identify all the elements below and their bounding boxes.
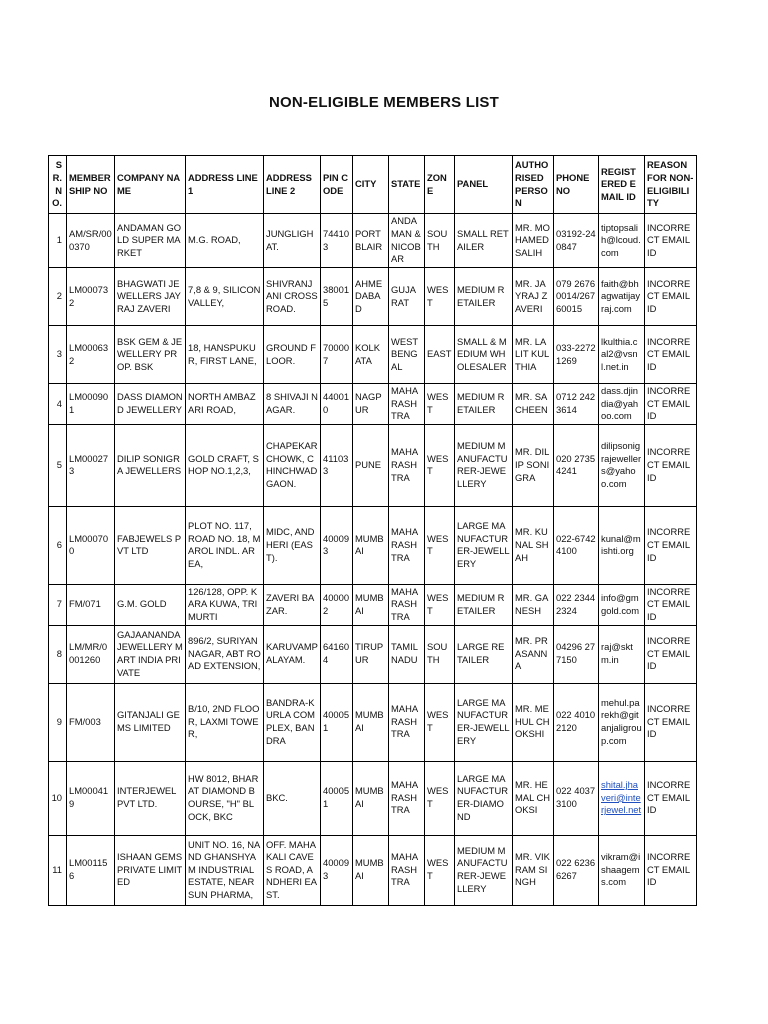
column-header-address-line-1: ADDRESS LINE 1 [186, 156, 264, 214]
cell-company-name: BSK GEM & JEWELLERY PROP. BSK [115, 326, 186, 384]
cell-state: MAHARASHTRA [389, 424, 425, 506]
cell-registered-email-id: lkulthia.cal2@vsnl.net.in [599, 326, 645, 384]
cell-company-name: DASS DIAMOND JEWELLERY [115, 384, 186, 425]
cell-address-line-1: 7,8 & 9, SILICON VALLEY, [186, 268, 264, 326]
cell-zone: WEST [425, 384, 455, 425]
column-header-membership-no: MEMBERSHIP NO [67, 156, 115, 214]
cell-zone: SOUTH [425, 214, 455, 268]
table-row [49, 214, 697, 268]
cell-address-line-1: 896/2, SURIYAN NAGAR, ABT ROAD EXTENSION, [186, 625, 264, 683]
cell-membership-no: LM/MR/0001260 [67, 625, 115, 683]
cell-authorised-person: MR. LALIT KULTHIA [513, 326, 554, 384]
table-row [49, 584, 697, 625]
cell-authorised-person: MR. GANESH [513, 584, 554, 625]
cell-membership-no: AM/SR/000370 [67, 214, 115, 268]
cell-phone-no: 033-22721269 [554, 326, 599, 384]
cell-zone: WEST [425, 835, 455, 905]
cell-pin-code: 400051 [321, 683, 353, 761]
cell-panel: LARGE MANUFACTURER-DIAMOND [455, 761, 513, 835]
cell-zone: WEST [425, 506, 455, 584]
cell-sr-no: 2 [49, 268, 67, 326]
cell-registered-email-id: raj@sktm.in [599, 625, 645, 683]
cell-pin-code: 400051 [321, 761, 353, 835]
cell-sr-no: 7 [49, 584, 67, 625]
cell-panel: LARGE MANUFACTURER-JEWELLERY [455, 506, 513, 584]
cell-reason-for-non-eligibility: INCORRECT EMAIL ID [645, 268, 697, 326]
cell-state: MAHARASHTRA [389, 506, 425, 584]
cell-membership-no: LM000273 [67, 424, 115, 506]
cell-zone: EAST [425, 326, 455, 384]
cell-city: MUMBAI [353, 761, 389, 835]
cell-company-name: DILIP SONIGRA JEWELLERS [115, 424, 186, 506]
cell-sr-no: 11 [49, 835, 67, 905]
cell-pin-code: 411033 [321, 424, 353, 506]
cell-company-name: GAJAANANDA JEWELLERY MART INDIA PRIVATE [115, 625, 186, 683]
cell-address-line-1: NORTH AMBAZARI ROAD, [186, 384, 264, 425]
cell-company-name: G.M. GOLD [115, 584, 186, 625]
cell-city: KOLKATA [353, 326, 389, 384]
cell-address-line-1: B/10, 2ND FLOOR, LAXMI TOWER, [186, 683, 264, 761]
cell-address-line-1: 126/128, OPP. KARA KUWA, TRIMURTI [186, 584, 264, 625]
column-header-reason-for-non-eligibility: REASON FOR NON-ELIGIBILITY [645, 156, 697, 214]
cell-reason-for-non-eligibility: INCORRECT EMAIL ID [645, 584, 697, 625]
cell-panel: SMALL & MEDIUM WHOLESALER [455, 326, 513, 384]
column-header-state: STATE [389, 156, 425, 214]
cell-zone: WEST [425, 683, 455, 761]
cell-authorised-person: MR. MOHAMED SALIH [513, 214, 554, 268]
cell-zone: WEST [425, 268, 455, 326]
cell-city: TIRUPUR [353, 625, 389, 683]
email-link[interactable]: shital.jhaveri@interjewel.net [601, 779, 642, 816]
cell-reason-for-non-eligibility: INCORRECT EMAIL ID [645, 424, 697, 506]
cell-panel: MEDIUM RETAILER [455, 268, 513, 326]
table-row [49, 835, 697, 905]
cell-phone-no: 020 27354241 [554, 424, 599, 506]
cell-pin-code: 440010 [321, 384, 353, 425]
cell-address-line-2: 8 SHIVAJI NAGAR. [264, 384, 321, 425]
cell-pin-code: 380015 [321, 268, 353, 326]
cell-city: PORTBLAIR [353, 214, 389, 268]
cell-state: MAHARASHTRA [389, 761, 425, 835]
cell-registered-email-id: tiptopsalih@lcoud.com [599, 214, 645, 268]
cell-city: AHMEDABAD [353, 268, 389, 326]
cell-reason-for-non-eligibility: INCORRECT EMAIL ID [645, 384, 697, 425]
cell-address-line-1: M.G. ROAD, [186, 214, 264, 268]
column-header-company-name: COMPANY NAME [115, 156, 186, 214]
cell-sr-no: 8 [49, 625, 67, 683]
cell-authorised-person: MR. PRASANNA [513, 625, 554, 683]
cell-phone-no: 03192-240847 [554, 214, 599, 268]
cell-membership-no: FM/003 [67, 683, 115, 761]
cell-reason-for-non-eligibility: INCORRECT EMAIL ID [645, 835, 697, 905]
table-row [49, 384, 697, 425]
cell-panel: MEDIUM RETAILER [455, 384, 513, 425]
cell-address-line-1: GOLD CRAFT, SHOP NO.1,2,3, [186, 424, 264, 506]
cell-registered-email-id [599, 761, 645, 835]
cell-address-line-2: ZAVERI BAZAR. [264, 584, 321, 625]
cell-city: MUMBAI [353, 683, 389, 761]
cell-panel: SMALL RETAILER [455, 214, 513, 268]
cell-registered-email-id: vikram@ishaagems.com [599, 835, 645, 905]
cell-pin-code: 400002 [321, 584, 353, 625]
cell-phone-no: 022 40102120 [554, 683, 599, 761]
column-header-phone-no: PHONE NO [554, 156, 599, 214]
cell-company-name: FABJEWELS PVT LTD [115, 506, 186, 584]
cell-company-name: GITANJALI GEMS LIMITED [115, 683, 186, 761]
cell-zone: WEST [425, 424, 455, 506]
cell-address-line-2: GROUND FLOOR. [264, 326, 321, 384]
cell-state: MAHARASHTRA [389, 683, 425, 761]
cell-reason-for-non-eligibility: INCORRECT EMAIL ID [645, 761, 697, 835]
column-header-sr-no: SR. NO. [49, 156, 67, 214]
cell-membership-no: LM000732 [67, 268, 115, 326]
table-row [49, 506, 697, 584]
cell-reason-for-non-eligibility: INCORRECT EMAIL ID [645, 326, 697, 384]
table-row [49, 424, 697, 506]
cell-sr-no: 1 [49, 214, 67, 268]
cell-address-line-2: SHIVRANJANI CROSS ROAD. [264, 268, 321, 326]
cell-panel: MEDIUM RETAILER [455, 584, 513, 625]
cell-state: ANDAMAN & NICOBAR [389, 214, 425, 268]
cell-address-line-2: JUNGLIGHAT. [264, 214, 321, 268]
column-header-address-line-2: ADDRESS LINE 2 [264, 156, 321, 214]
table-row [49, 268, 697, 326]
cell-sr-no: 3 [49, 326, 67, 384]
cell-address-line-1: UNIT NO. 16, NAND GHANSHYAM INDUSTRIAL ESTATE, NEAR SUN PHARMA, [186, 835, 264, 905]
cell-panel: LARGE RETAILER [455, 625, 513, 683]
cell-membership-no: LM000700 [67, 506, 115, 584]
cell-state: MAHARASHTRA [389, 384, 425, 425]
cell-authorised-person: MR. VIKRAM SINGH [513, 835, 554, 905]
cell-phone-no: 0712 2423614 [554, 384, 599, 425]
cell-panel: MEDIUM MANUFACTURER-JEWELLERY [455, 424, 513, 506]
column-header-authorised-person: AUTHORISED PERSON [513, 156, 554, 214]
column-header-zone: ZONE [425, 156, 455, 214]
cell-membership-no: FM/071 [67, 584, 115, 625]
cell-phone-no: 022 40373100 [554, 761, 599, 835]
cell-authorised-person: MR. SACHEEN [513, 384, 554, 425]
cell-state: MAHARASHTRA [389, 584, 425, 625]
cell-membership-no: LM000632 [67, 326, 115, 384]
cell-authorised-person: MR. HEMAL CHOKSI [513, 761, 554, 835]
cell-phone-no: 022-67424100 [554, 506, 599, 584]
cell-city: MUMBAI [353, 835, 389, 905]
table-row [49, 625, 697, 683]
cell-reason-for-non-eligibility: INCORRECT EMAIL ID [645, 625, 697, 683]
cell-registered-email-id: faith@bhagwatijayraj.com [599, 268, 645, 326]
cell-city: MUMBAI [353, 584, 389, 625]
table-header-row [49, 156, 697, 214]
cell-zone: WEST [425, 761, 455, 835]
cell-sr-no: 4 [49, 384, 67, 425]
cell-phone-no: 022 23442324 [554, 584, 599, 625]
members-table [48, 155, 697, 906]
cell-city: MUMBAI [353, 506, 389, 584]
cell-address-line-2: BANDRA-KURLA COMPLEX, BANDRA [264, 683, 321, 761]
cell-registered-email-id: info@gmgold.com [599, 584, 645, 625]
column-header-city: CITY [353, 156, 389, 214]
table-row [49, 761, 697, 835]
column-header-panel: PANEL [455, 156, 513, 214]
cell-authorised-person: MR. KUNAL SHAH [513, 506, 554, 584]
cell-membership-no: LM001156 [67, 835, 115, 905]
table-row [49, 683, 697, 761]
cell-address-line-2: CHAPEKAR CHOWK, CHINCHWADGAON. [264, 424, 321, 506]
cell-pin-code: 400093 [321, 835, 353, 905]
cell-sr-no: 5 [49, 424, 67, 506]
page-title: NON-ELIGIBLE MEMBERS LIST [269, 94, 499, 111]
cell-phone-no: 04296 277150 [554, 625, 599, 683]
cell-authorised-person: MR. JAYRAJ ZAVERI [513, 268, 554, 326]
cell-address-line-2: OFF. MAHAKALI CAVES ROAD, ANDHERI EAST. [264, 835, 321, 905]
cell-state: GUJARAT [389, 268, 425, 326]
cell-registered-email-id: dass.djindia@yahoo.com [599, 384, 645, 425]
cell-phone-no: 022 62366267 [554, 835, 599, 905]
cell-address-line-2: BKC. [264, 761, 321, 835]
cell-reason-for-non-eligibility: INCORRECT EMAIL ID [645, 506, 697, 584]
cell-phone-no: 079 26760014/26760015 [554, 268, 599, 326]
cell-company-name: ANDAMAN GOLD SUPER MARKET [115, 214, 186, 268]
cell-zone: SOUTH [425, 625, 455, 683]
cell-panel: MEDIUM MANUFACTURER-JEWELLERY [455, 835, 513, 905]
cell-pin-code: 641604 [321, 625, 353, 683]
cell-sr-no: 6 [49, 506, 67, 584]
cell-company-name: INTERJEWEL PVT LTD. [115, 761, 186, 835]
cell-zone: WEST [425, 584, 455, 625]
cell-authorised-person: MR. DILIP SONIGRA [513, 424, 554, 506]
cell-pin-code: 400093 [321, 506, 353, 584]
cell-address-line-1: PLOT NO. 117, ROAD NO. 18, MAROL INDL. AREA, [186, 506, 264, 584]
cell-authorised-person: MR. MEHUL CHOKSHI [513, 683, 554, 761]
cell-state: WEST BENGAL [389, 326, 425, 384]
cell-pin-code: 700007 [321, 326, 353, 384]
cell-address-line-1: 18, HANSPUKUR, FIRST LANE, [186, 326, 264, 384]
column-header-pin-code: PIN CODE [321, 156, 353, 214]
cell-registered-email-id: kunal@mishti.org [599, 506, 645, 584]
table-row [49, 326, 697, 384]
cell-city: NAGPUR [353, 384, 389, 425]
cell-sr-no: 10 [49, 761, 67, 835]
cell-membership-no: LM000901 [67, 384, 115, 425]
cell-membership-no: LM000419 [67, 761, 115, 835]
cell-address-line-2: KARUVAMPALAYAM. [264, 625, 321, 683]
cell-sr-no: 9 [49, 683, 67, 761]
cell-address-line-2: MIDC, ANDHERI (EAST). [264, 506, 321, 584]
cell-city: PUNE [353, 424, 389, 506]
cell-registered-email-id: mehul.parekh@gitanjaligroup.com [599, 683, 645, 761]
cell-company-name: BHAGWATI JEWELLERS JAYRAJ ZAVERI [115, 268, 186, 326]
cell-pin-code: 744103 [321, 214, 353, 268]
cell-address-line-1: HW 8012, BHARAT DIAMOND BOURSE, "H" BLOCK, BKC [186, 761, 264, 835]
cell-reason-for-non-eligibility: INCORRECT EMAIL ID [645, 214, 697, 268]
cell-company-name: ISHAAN GEMS PRIVATE LIMITED [115, 835, 186, 905]
cell-panel: LARGE MANUFACTURER-JEWELLERY [455, 683, 513, 761]
cell-state: MAHARASHTRA [389, 835, 425, 905]
column-header-registered-email-id: REGISTERED EMAIL ID [599, 156, 645, 214]
cell-state: TAMILNADU [389, 625, 425, 683]
cell-reason-for-non-eligibility: INCORRECT EMAIL ID [645, 683, 697, 761]
cell-registered-email-id: dilipsonigrajewellers@yahoo.com [599, 424, 645, 506]
